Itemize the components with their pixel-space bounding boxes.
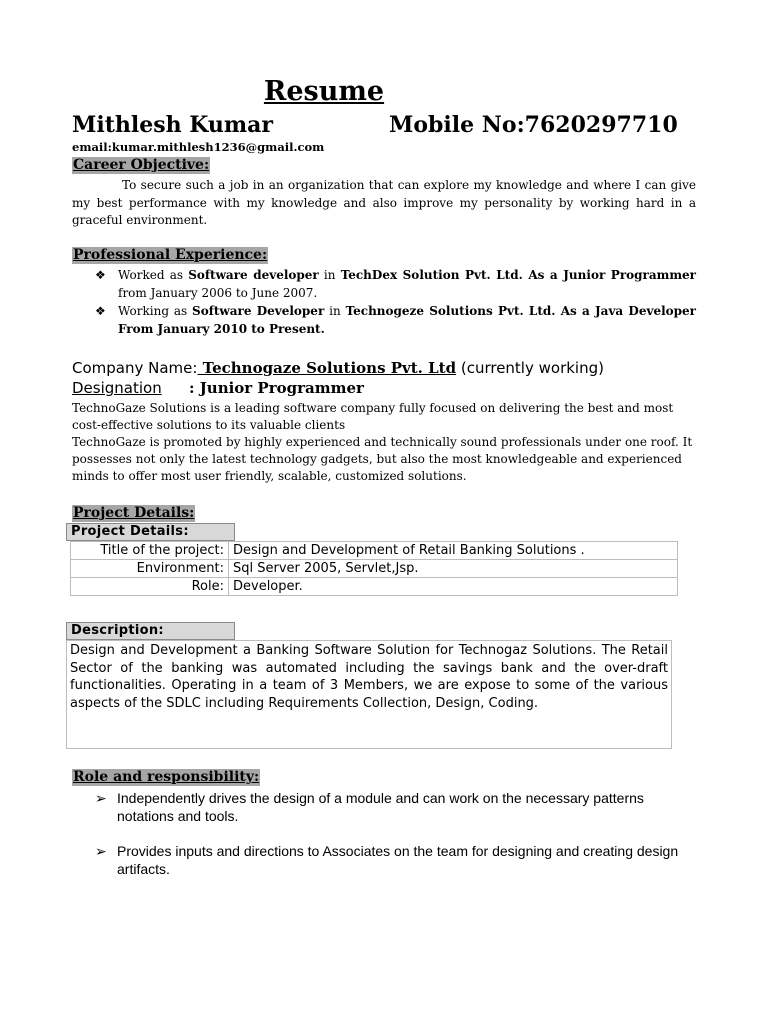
list-item — [95, 842, 695, 878]
experience-role: Software developer — [188, 268, 319, 282]
project-details-table — [70, 541, 678, 596]
experience-text: in — [318, 268, 341, 282]
role-text: Independently drives the design of a module and can work on the necessary patterns notations and tools. — [117, 790, 644, 824]
resume-title: Resume — [263, 76, 385, 107]
company-label: Company Name: — [72, 359, 198, 377]
company-status: (currently working) — [456, 359, 604, 377]
arrow-bullet-icon: ➢ — [95, 843, 107, 859]
career-objective-heading: Career Objective: — [73, 157, 210, 173]
designation-value: : Junior Programmer — [183, 379, 364, 397]
experience-text: Worked as — [118, 268, 189, 282]
description-heading: Description: — [66, 622, 235, 640]
company-about — [72, 400, 696, 485]
experience-item — [95, 303, 696, 338]
email-address: email:kumar.mithlesh1236@gmail.com — [72, 140, 325, 154]
environment-label: Environment: — [71, 560, 229, 578]
experience-role: Software Developer — [192, 304, 325, 318]
role-responsibility-heading: Role and responsibility: — [73, 769, 260, 785]
list-item — [95, 789, 695, 825]
company-name: Technogaze Solutions Pvt. Ltd — [197, 359, 457, 377]
experience-text: Working as — [118, 304, 193, 318]
professional-experience-heading: Professional Experience: — [73, 247, 268, 263]
table-row — [71, 542, 678, 560]
arrow-bullet-icon: ➢ — [95, 790, 107, 806]
role-label: Role: — [71, 578, 229, 596]
project-details-box-heading: Project Details: — [66, 523, 235, 541]
project-details-heading: Project Details: — [73, 505, 195, 521]
mobile-number: Mobile No:7620297710 — [389, 112, 678, 138]
diamond-bullet-icon: ❖ — [95, 268, 106, 282]
diamond-bullet-icon: ❖ — [95, 304, 106, 318]
designation-label: Designation — [72, 379, 162, 397]
experience-item — [95, 267, 696, 302]
description-text: Design and Development a Banking Software Solution for Technogaz Solutions. The Retail Sector of the banking was automated including the savings bank and the over-draft functionalities. Operating in a team of 3 Members, we are expose to some of the various aspects of the SDLC including Requirements Collection, Design, Coding. — [66, 640, 672, 749]
table-row — [71, 578, 678, 596]
role-text: Provides inputs and directions to Associates on the team for designing and creating design artifacts. — [117, 843, 679, 877]
table-row — [71, 560, 678, 578]
project-title-value: Design and Development of Retail Banking Solutions . — [229, 542, 678, 560]
role-list — [95, 789, 695, 895]
experience-company: TechDex Solution Pvt. Ltd. As a Junior Programmer — [340, 268, 696, 282]
designation-line — [72, 379, 364, 397]
company-name-line — [72, 359, 604, 377]
project-title-label: Title of the project: — [71, 542, 229, 560]
experience-list — [95, 267, 696, 339]
career-objective-text: To secure such a job in an organization that can explore my knowledge and where I can give my best performance with my knowledge and also improve my personality by working hard in a graceful environment. — [72, 178, 696, 227]
experience-text: in — [324, 304, 346, 318]
environment-value: Sql Server 2005, Servlet,Jsp. — [229, 560, 678, 578]
company-about-paragraph: TechnoGaze is promoted by highly experienced and technically sound professionals under one roof. It possesses not only the latest technology gadgets, but also the most knowledgeable and experienced minds to offer most user friendly, scalable, customized solutions. — [72, 435, 693, 483]
role-value: Developer. — [229, 578, 678, 596]
experience-company: Technogeze Solutions Pvt. Ltd. As a Java Developer From January 2010 to Present. — [118, 304, 696, 336]
candidate-name: Mithlesh Kumar — [72, 112, 274, 138]
experience-period: from January 2006 to June 2007. — [118, 285, 318, 300]
company-about-paragraph: TechnoGaze Solutions is a leading software company fully focused on delivering the best and most cost-effective solutions to its valuable clients — [72, 401, 674, 432]
